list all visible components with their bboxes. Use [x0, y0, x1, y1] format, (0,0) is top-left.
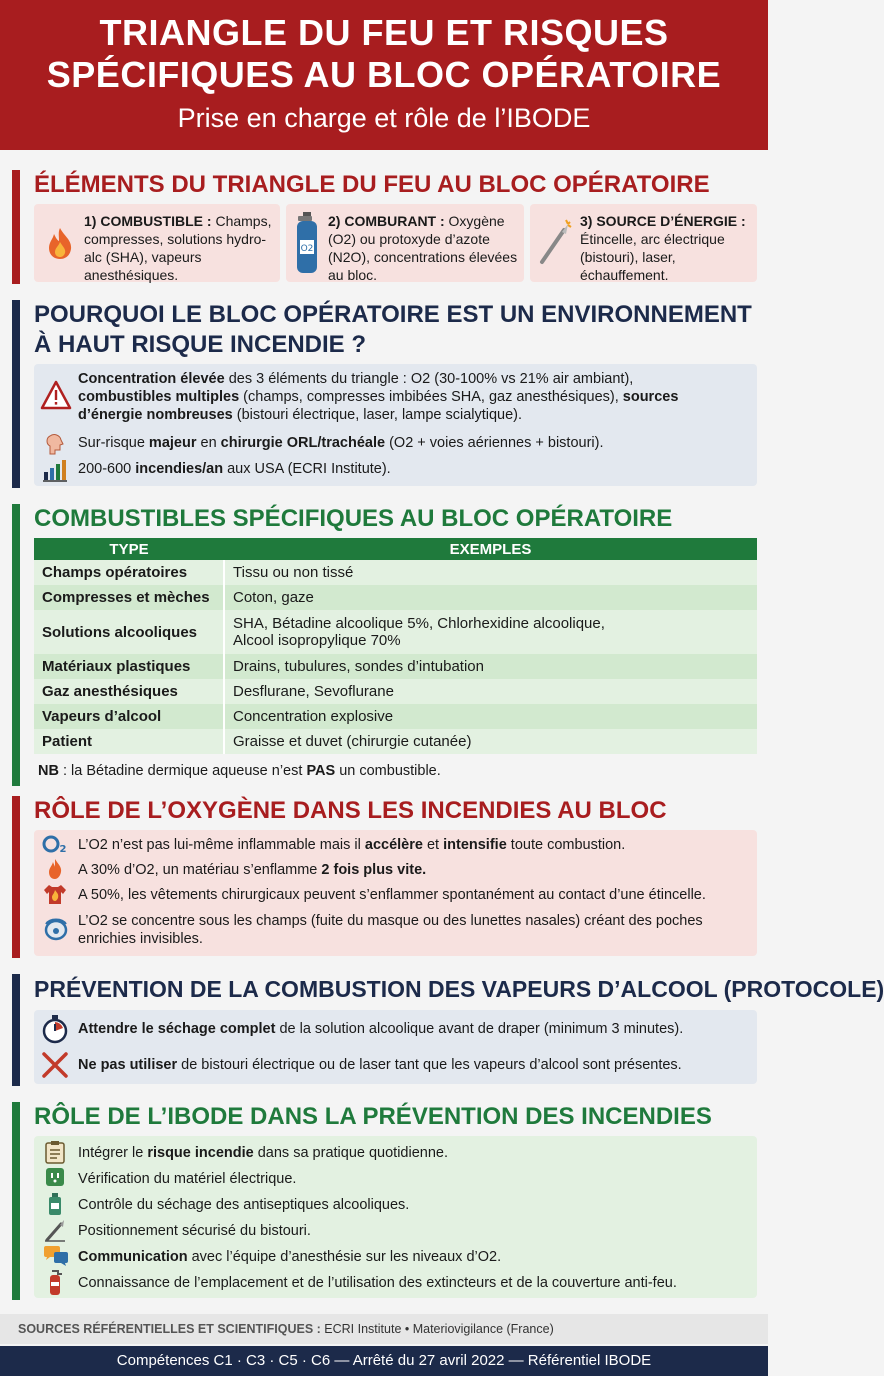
section-bar: [12, 796, 20, 958]
prevention-item-1: Attendre le séchage complet de la solution alcoolique avant de draper (minimum 3 minutes).: [78, 1021, 684, 1037]
prevention-section-title: PRÉVENTION DE LA COMBUSTION DES VAPEURS D’ALCOOL (PROTOCOLE): [34, 976, 884, 1002]
page-title-line1: TRIANGLE DU FEU ET RISQUES: [99, 12, 669, 53]
oxygen-item-1: L’O2 n’est pas lui-même inflammable mais il accélère et intensifie toute combustion.: [78, 837, 626, 853]
combustibles-section: [12, 504, 757, 786]
risk-item-1: Concentration élevée des 3 éléments du triangle : O2 (30-100% vs 21% air ambiant), combustibles multiples (champs, compresses imbibées SHA, gaz anesthésiques), sources d’énergie nombreuses (bistouri électrique, laser, lampe scialytique).: [78, 371, 679, 423]
small-flame-icon: [46, 858, 64, 880]
risk-item-3: 200-600 incendies/an aux USA (ECRI Institute).: [78, 461, 391, 477]
prevention-item-2: Ne pas utiliser de bistouri électrique ou de laser tant que les vapeurs d’alcool sont présentes.: [78, 1057, 682, 1073]
ibode-section: [12, 1102, 757, 1300]
triangle-section-title: ÉLÉMENTS DU TRIANGLE DU FEU AU BLOC OPÉRATOIRE: [34, 171, 710, 198]
warning-icon: [40, 380, 72, 410]
table-row: Champs opératoires Tissu ou non tissé: [34, 560, 757, 585]
ibode-section-title: RÔLE DE L’IBODE DANS LA PRÉVENTION DES INCENDIES: [34, 1103, 712, 1130]
table-row: Compresses et mèches Coton, gaze: [34, 585, 757, 610]
prevention-section: [12, 974, 884, 1086]
ibode-item-2: Vérification du matériel électrique.: [78, 1171, 297, 1187]
electrical-outlet-icon: [44, 1166, 66, 1188]
oxygen-item-4: L’O2 se concentre sous les champs (fuite du masque ou des lunettes nasales) créant des poches enrichies invisibles.: [78, 913, 703, 947]
oxygen-item-3: A 50%, les vêtements chirurgicaux peuvent s’enflammer spontanément au contact d’une étincelle.: [78, 887, 706, 903]
clipboard-icon: [44, 1140, 66, 1164]
section-bar: [12, 1102, 20, 1300]
svg-text:O2: O2: [300, 244, 314, 254]
ibode-item-3: Contrôle du séchage des antiseptiques alcooliques.: [78, 1197, 410, 1213]
throat-icon: [44, 432, 66, 456]
comburant-text: 2) COMBURANT : Oxygène (O2) ou protoxyde d’azote (N2O), concentrations élevées au bloc.: [328, 213, 518, 283]
table-header-exemples: EXEMPLES: [224, 538, 757, 560]
svg-text:2: 2: [59, 844, 67, 855]
scalpel-spark-icon: [538, 218, 572, 266]
combustibles-table: [34, 538, 757, 754]
footer-bar: [0, 1346, 768, 1376]
ibode-item-4: Positionnement sécurisé du bistouri.: [78, 1223, 311, 1239]
table-row: Gaz anesthésiques Desflurane, Sevoflurane: [34, 679, 757, 704]
flame-icon: [44, 226, 76, 260]
antiseptic-bottle-icon: [46, 1192, 64, 1216]
burning-shirt-icon: [42, 882, 68, 906]
ibode-box: [34, 1136, 757, 1298]
combustible-card: [34, 204, 280, 282]
sources-bar: [0, 1314, 768, 1344]
table-header-type: TYPE: [34, 538, 224, 560]
table-row: Patient Graisse et duvet (chirurgie cutanée): [34, 729, 757, 754]
communication-bubbles-icon: [42, 1244, 70, 1268]
risk-item-2: Sur-risque majeur en chirurgie ORL/trachéale (O2 + voies aériennes + bistouri).: [78, 435, 604, 451]
triangle-section: [12, 170, 757, 284]
oxygen-bottle-icon: [294, 210, 320, 276]
triangle-cards: [34, 204, 757, 282]
combustibles-section-title: COMBUSTIBLES SPÉCIFIQUES AU BLOC OPÉRATOIRE: [34, 505, 673, 532]
combustibles-note: NB : la Bétadine dermique aqueuse n’est PAS un combustible.: [38, 763, 441, 779]
ibode-item-6: Connaissance de l’emplacement et de l’utilisation des extincteurs et de la couverture anti-feu.: [78, 1275, 677, 1291]
risk-section: [12, 300, 757, 488]
oxygen-item-2: A 30% d’O2, un matériau s’enflamme 2 fois plus vite.: [78, 862, 427, 878]
section-bar: [12, 974, 20, 1086]
oxygen-mask-icon: [42, 914, 70, 942]
table-row: Vapeurs d’alcool Concentration explosive: [34, 704, 757, 729]
energie-text: 3) SOURCE D’ÉNERGIE : Étincelle, arc électrique (bistouri), laser, échauffement.: [580, 213, 746, 283]
ibode-item-1: Intégrer le risque incendie dans sa pratique quotidienne.: [78, 1145, 448, 1161]
fire-extinguisher-icon: [46, 1270, 64, 1296]
stopwatch-icon: [40, 1014, 70, 1044]
page-header: [0, 0, 768, 150]
forbidden-cross-icon: [40, 1050, 70, 1080]
ibode-item-5: Communication avec l’équipe d’anesthésie sur les niveaux d’O2.: [78, 1249, 502, 1265]
section-bar: [12, 504, 20, 786]
section-bar: [12, 170, 20, 284]
energie-card: [530, 204, 757, 282]
comburant-card: [286, 204, 524, 282]
table-row: Matériaux plastiques Drains, tubulures, sondes d’intubation: [34, 654, 757, 679]
oxygen-section-title: RÔLE DE L’OXYGÈNE DANS LES INCENDIES AU BLOC: [34, 797, 667, 824]
page-title-line2: SPÉCIFIQUES AU BLOC OPÉRATOIRE: [46, 54, 722, 95]
footer-text: Compétences C1 · C3 · C5 · C6 — Arrêté du 27 avril 2022 — Référentiel IBODE: [116, 1352, 652, 1369]
bar-chart-icon: [42, 458, 68, 482]
combustible-text: 1) COMBUSTIBLE : Champs, compresses, solutions hydro-alc (SHA), vapeurs anesthésiques.: [84, 213, 272, 283]
scalpel-icon: [44, 1218, 66, 1242]
oxygen-box: [34, 830, 757, 956]
sources-text: ECRI Institute • Materiovigilance (France): [320, 1322, 554, 1336]
risk-box: [34, 364, 757, 486]
risk-section-title: POURQUOI LE BLOC OPÉRATOIRE EST UN ENVIRONNEMENT À HAUT RISQUE INCENDIE ?: [34, 301, 752, 358]
oxygen-section: [12, 796, 757, 958]
table-row: Solutions alcooliques SHA, Bétadine alcoolique 5%, Chlorhexidine alcoolique, Alcool isopropylique 70%: [34, 610, 757, 654]
prevention-box: [34, 1010, 757, 1084]
section-bar: [12, 300, 20, 488]
sources-label: SOURCES RÉFÉRENTIELLES ET SCIENTIFIQUES :: [18, 1322, 321, 1336]
page-subtitle: Prise en charge et rôle de l’IBODE: [177, 103, 591, 133]
o2-icon: [42, 834, 68, 854]
